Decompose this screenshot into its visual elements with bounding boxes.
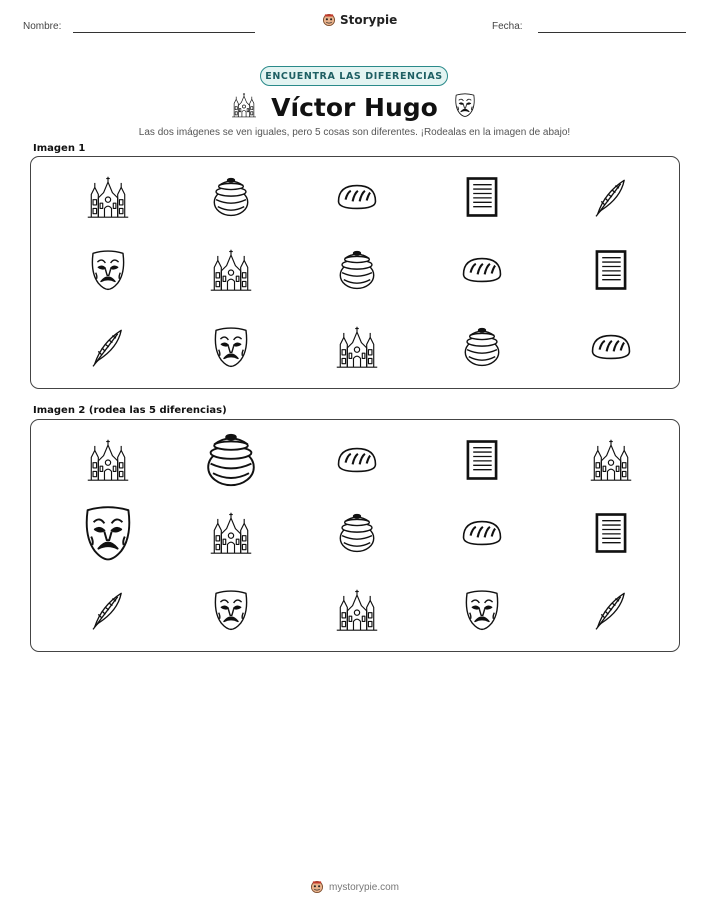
logo-text: Storypie: [340, 13, 398, 27]
image2-panel[interactable]: [30, 419, 680, 652]
mask-icon: [78, 503, 138, 563]
footer: [0, 880, 709, 894]
activity-badge: ENCUENTRA LAS DIFERENCIAS: [260, 66, 448, 86]
grid-item: [589, 325, 633, 369]
grid-item[interactable]: [86, 438, 130, 482]
book-icon: [589, 511, 633, 555]
quill-icon: [589, 588, 633, 632]
quill-icon: [589, 175, 633, 219]
image2-label: Imagen 2 (rodea las 5 diferencias): [33, 405, 227, 416]
cathedral-icon: [589, 438, 633, 482]
title-text: Víctor Hugo: [271, 93, 438, 122]
cathedral-icon: [209, 248, 253, 292]
bread-icon: [460, 511, 504, 555]
image1-panel: [30, 156, 680, 389]
grid-item: [460, 325, 504, 369]
grid-item[interactable]: [86, 588, 130, 632]
bread-icon: [589, 325, 633, 369]
grid-item[interactable]: [209, 588, 253, 632]
grid-item[interactable]: [209, 511, 253, 555]
grid-item[interactable]: [78, 503, 138, 563]
grid-item[interactable]: [589, 588, 633, 632]
pot-icon: [201, 430, 261, 490]
cathedral-icon: [86, 438, 130, 482]
mask-icon: [86, 248, 130, 292]
grid-item: [86, 175, 130, 219]
bread-icon: [335, 175, 379, 219]
name-field[interactable]: [73, 32, 255, 33]
grid-item: [86, 325, 130, 369]
grid-item: [335, 175, 379, 219]
grid-item[interactable]: [335, 511, 379, 555]
mask-icon: [209, 588, 253, 632]
pot-icon: [335, 248, 379, 292]
book-icon: [460, 438, 504, 482]
storypie-logo-icon: [310, 880, 324, 894]
quill-icon: [86, 588, 130, 632]
bread-icon: [460, 248, 504, 292]
instructions: Las dos imágenes se ven iguales, pero 5 cosas son diferentes. ¡Rodealas en la imagen de abajo!: [138, 127, 571, 138]
grid-item: [335, 325, 379, 369]
grid-item: [209, 175, 253, 219]
grid-item: [209, 248, 253, 292]
date-field[interactable]: [538, 32, 686, 33]
cathedral-icon: [335, 325, 379, 369]
mask-icon: [460, 588, 504, 632]
grid-item: [209, 325, 253, 369]
cathedral-icon: [86, 175, 130, 219]
pot-icon: [460, 325, 504, 369]
grid-item[interactable]: [460, 438, 504, 482]
bread-icon: [335, 438, 379, 482]
cathedral-icon: [209, 511, 253, 555]
book-icon: [460, 175, 504, 219]
grid-item: [335, 248, 379, 292]
page-title: [0, 90, 709, 122]
grid-item: [460, 248, 504, 292]
grid-item[interactable]: [589, 511, 633, 555]
cathedral-icon: [335, 588, 379, 632]
grid-item[interactable]: [460, 511, 504, 555]
book-icon: [589, 248, 633, 292]
grid-item[interactable]: [335, 588, 379, 632]
pot-icon: [335, 511, 379, 555]
image1-label: Imagen 1: [33, 143, 86, 154]
mask-icon: [209, 325, 253, 369]
date-label: Fecha:: [492, 21, 523, 32]
storypie-logo: [322, 13, 397, 27]
mask-icon: [452, 90, 478, 120]
grid-item: [589, 175, 633, 219]
grid-item[interactable]: [201, 430, 261, 490]
grid-item[interactable]: [335, 438, 379, 482]
grid-item[interactable]: [460, 588, 504, 632]
cathedral-icon: [231, 90, 257, 120]
storypie-logo-icon: [322, 13, 336, 27]
grid-item: [460, 175, 504, 219]
grid-item: [589, 248, 633, 292]
grid-item: [86, 248, 130, 292]
pot-icon: [209, 175, 253, 219]
footer-url: mystorypie.com: [328, 881, 399, 893]
name-label: Nombre:: [23, 21, 62, 32]
quill-icon: [86, 325, 130, 369]
grid-item[interactable]: [589, 438, 633, 482]
